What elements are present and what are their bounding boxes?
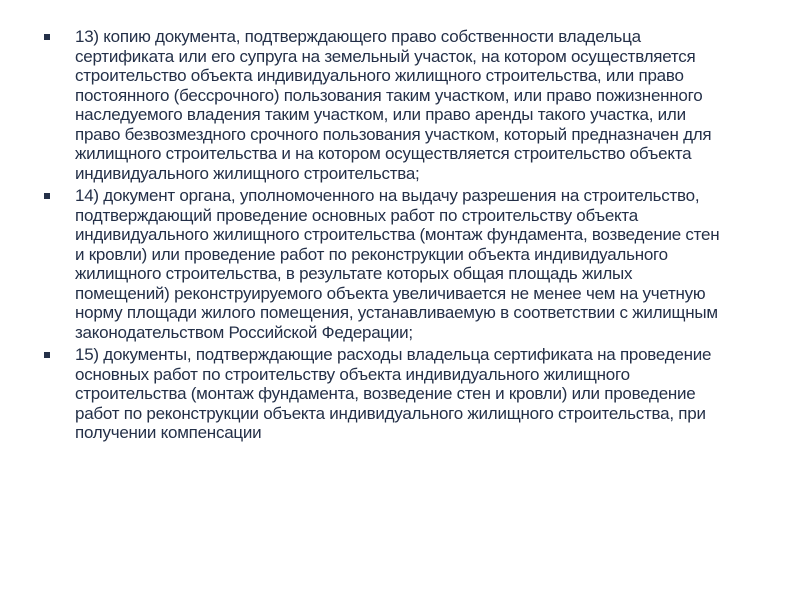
bullet-list [44,27,734,443]
list-item [44,27,734,183]
bullet-marker-column [44,186,75,199]
bullet-marker-column [44,345,75,358]
bullet-icon [44,193,50,199]
bullet-icon [44,34,50,40]
bullet-text-14: 14) документ органа, уполномоченного на выдачу разрешения на строительство, подтверждающий проведение основных работ по строительству объекта индивидуального жилищного строительства (монтаж фундамента, возведение стен и кровли) или проведение работ по реконструкции объекта индивидуального жилищного строительства, в результате которых общая площадь жилых помещений) реконструируемого объекта увеличивается не менее чем на учетную норму площади жилого помещения, устанавливаемую в соответствии с жилищным законодательством Российской Федерации; [75,186,720,342]
slide-content [44,27,734,446]
bullet-text-15: 15) документы, подтверждающие расходы владельца сертификата на проведение основных работ по строительству объекта индивидуального жилищного строительства (монтаж фундамента, возведение стен и кровли) или проведение работ по реконструкции объекта индивидуального жилищного строительства, при получении компенсации [75,345,712,442]
list-item [44,345,734,443]
bullet-text-13: 13) копию документа, подтверждающего право собственности владельца сертификата или его супруга на земельный участок, на котором осуществляется строительство объекта индивидуального жилищного строительства, или право постоянного (бессрочного) пользования таким участком, или право пожизненного наследуемого владения таким участком, или право аренды такого участка, или право безвозмездного срочного пользования участком, который предназначен для жилищного строительства и на котором осуществляется строительство объекта индивидуального жилищного строительства; [75,27,712,183]
list-item [44,186,734,342]
bullet-marker-column [44,27,75,40]
bullet-icon [44,352,50,358]
